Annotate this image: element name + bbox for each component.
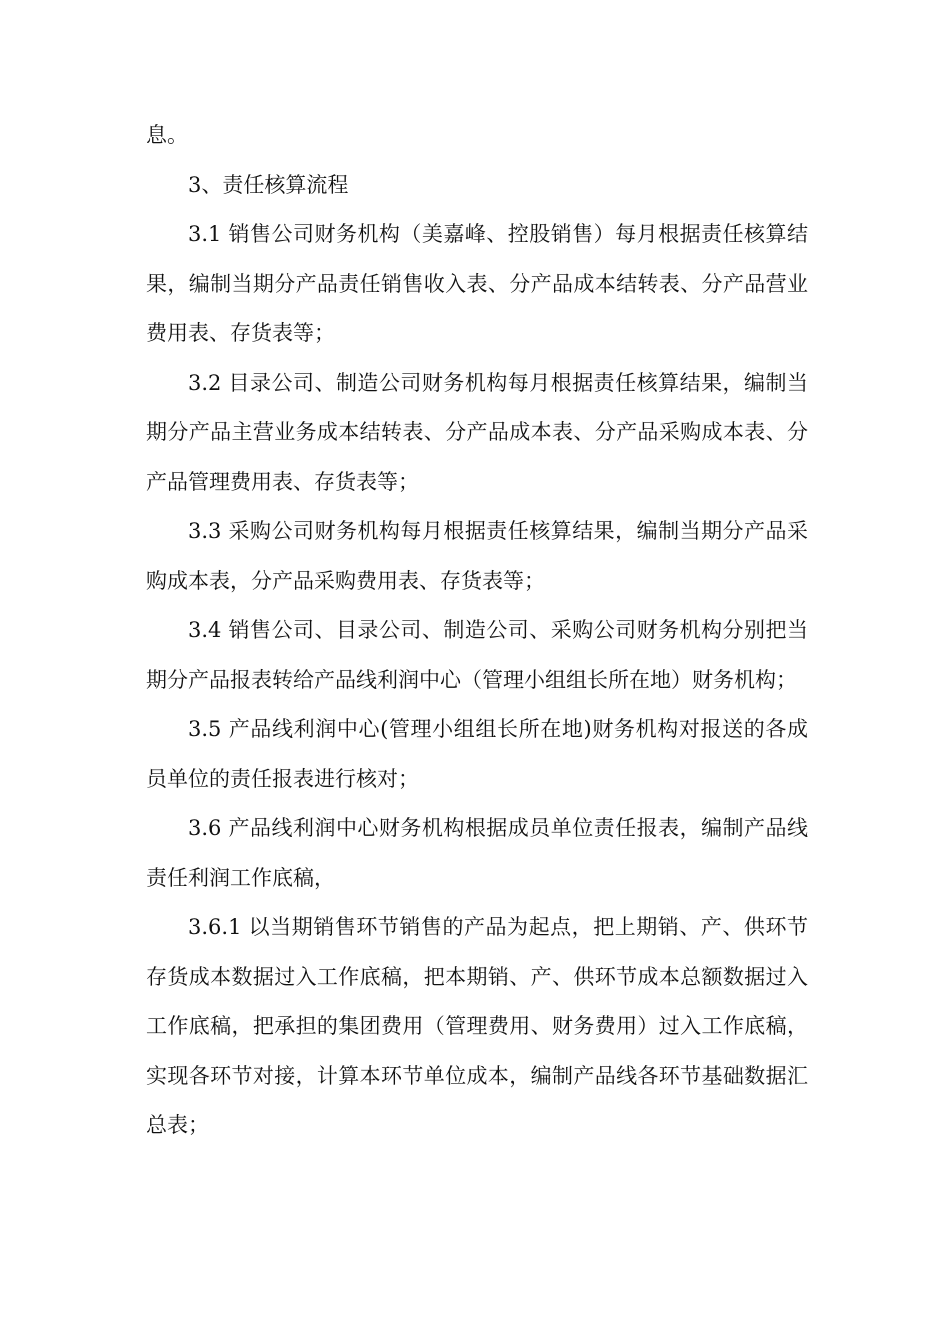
paragraph-3-6: 3.6 产品线利润中心财务机构根据成员单位责任报表，编制产品线责任利润工作底稿， (146, 816, 808, 890)
document-body (146, 111, 808, 1151)
paragraph-3-2: 3.2 目录公司、制造公司财务机构每月根据责任核算结果，编制当期分产品主营业务成本结转表、分产品成本表、分产品采购成本表、分产品管理费用表、存货表等； (146, 370, 808, 494)
section-heading-3: 3、责任核算流程 (188, 172, 349, 197)
paragraph-3-1: 3.1 销售公司财务机构（美嘉峰、控股销售）每月根据责任核算结果，编制当期分产品责任销售收入表、分产品成本结转表、分产品营业费用表、存货表等； (146, 222, 808, 345)
paragraph-continuation: 息。 (146, 123, 188, 147)
paragraph-3-3: 3.3 采购公司财务机构每月根据责任核算结果，编制当期分产品采购成本表，分产品采购费用表、存货表等； (146, 519, 808, 593)
paragraph-3-5: 3.5 产品线利润中心(管理小组组长所在地)财务机构对报送的各成员单位的责任报表进行核对； (146, 717, 808, 791)
paragraph-3-6-1: 3.6.1 以当期销售环节销售的产品为起点，把上期销、产、供环节存货成本数据过入工作底稿，把本期销、产、供环节成本总额数据过入工作底稿，把承担的集团费用（管理费用、财务费用）过入工作底稿，实现各环节对接，计算本环节单位成本，编制产品线各环节基础数据汇总表； (146, 915, 808, 1137)
paragraph-3-4: 3.4 销售公司、目录公司、制造公司、采购公司财务机构分别把当期分产品报表转给产品线利润中心（管理小组组长所在地）财务机构； (146, 618, 808, 692)
